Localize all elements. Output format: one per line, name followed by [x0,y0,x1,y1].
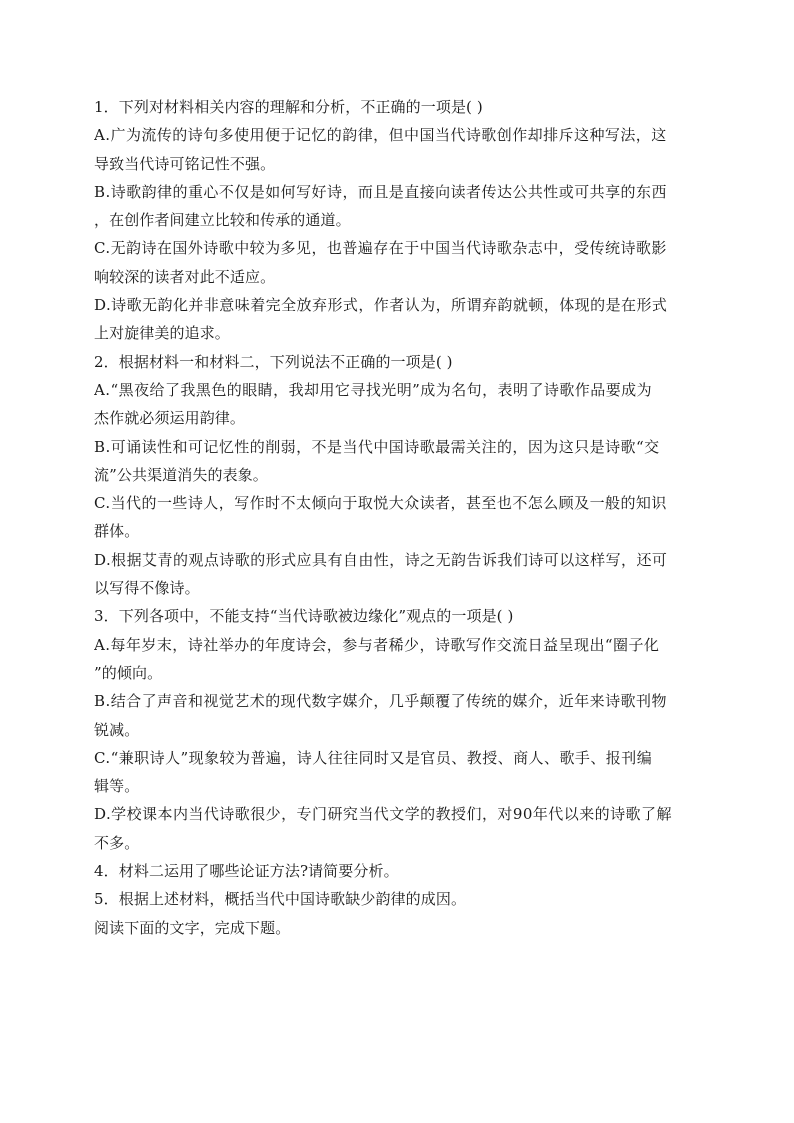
question-2-stem: 2．根据材料一和材料二，下列说法不正确的一项是( ) [94,352,453,371]
reading-instruction: 阅读下面的文字，完成下题。 [94,918,291,937]
q2-option-a: A.“黑夜给了我黑色的眼睛，我却用它寻找光明”成为名句，表明了诗歌作品要成为 [94,380,653,399]
question-1-stem: 1．下列对材料相关内容的理解和分析，不正确的一项是( ) [94,98,483,116]
q1-option-d: D.诗歌无韵化并非意味着完全放弃形式，作者认为，所谓弃韵就顿，体现的是在形式 [94,296,668,315]
q3-option-c: C.“兼职诗人”现象较为普遍，诗人往往同时又是官员、教授、商人、歌手、报刊编 [94,748,653,767]
q3-option-c-cont: 辑等。 [94,777,140,796]
question-4-stem: 4．材料二运用了哪些论证方法?请简要分析。 [94,862,399,881]
q3-option-d: D.学校课本内当代诗歌很少，专门研究当代文学的教授们，对90年代以来的诗歌了解 [94,805,672,824]
question-3-stem: 3．下列各项中，不能支持“当代诗歌被边缘化”观点的一项是( ) [94,607,514,626]
q2-option-b-cont: 流”公共渠道消失的表象。 [94,465,268,484]
q3-option-b-cont: 锐减。 [94,720,140,739]
q2-option-c-cont: 群体。 [94,522,140,541]
q1-option-d-cont: 上对旋律美的追求。 [94,324,230,343]
q3-option-d-cont: 不多。 [94,833,140,852]
q3-option-a-cont: ”的倾向。 [94,663,163,682]
question-5-stem: 5．根据上述材料，概括当代中国诗歌缺少韵律的成因。 [94,890,467,909]
q2-option-c: C.当代的一些诗人，写作时不太倾向于取悦大众读者，甚至也不怎么顾及一般的知识 [94,494,667,513]
q2-option-b: B.可诵读性和可记忆性的削弱，不是当代中国诗歌最需关注的，因为这只是诗歌“交 [94,437,660,456]
q1-option-c: C.无韵诗在国外诗歌中较为多见，也普遍存在于中国当代诗歌杂志中，受传统诗歌影 [94,239,667,258]
q2-option-d: D.根据艾青的观点诗歌的形式应具有自由性，诗之无韵告诉我们诗可以这样写，还可 [94,550,668,569]
q3-option-a: A.每年岁末，诗社举办的年度诗会，参与者稀少，诗歌写作交流日益呈现出“圈子化 [94,635,660,654]
q1-option-b-cont: ，在创作者间建立比较和传承的通道。 [94,211,351,230]
q1-option-b: B.诗歌韵律的重心不仅是如何写好诗，而且是直接向读者传达公共性或可共享的东西 [94,182,667,201]
q1-option-a-cont: 导致当代诗可铭记性不强。 [94,154,276,173]
q1-option-c-cont: 响较深的读者对此不适应。 [94,267,276,286]
q2-option-a-cont: 杰作就必须运用韵律。 [94,409,246,428]
q2-option-d-cont: 以写得不像诗。 [94,579,200,598]
q3-option-b: B.结合了声音和视觉艺术的现代数字媒介，几乎颠覆了传统的媒介，近年来诗歌刊物 [94,692,667,711]
question-text-block [94,93,704,942]
q1-option-a: A.广为流传的诗句多使用便于记忆的韵律，但中国当代诗歌创作却排斥这种写法，这 [94,126,667,145]
